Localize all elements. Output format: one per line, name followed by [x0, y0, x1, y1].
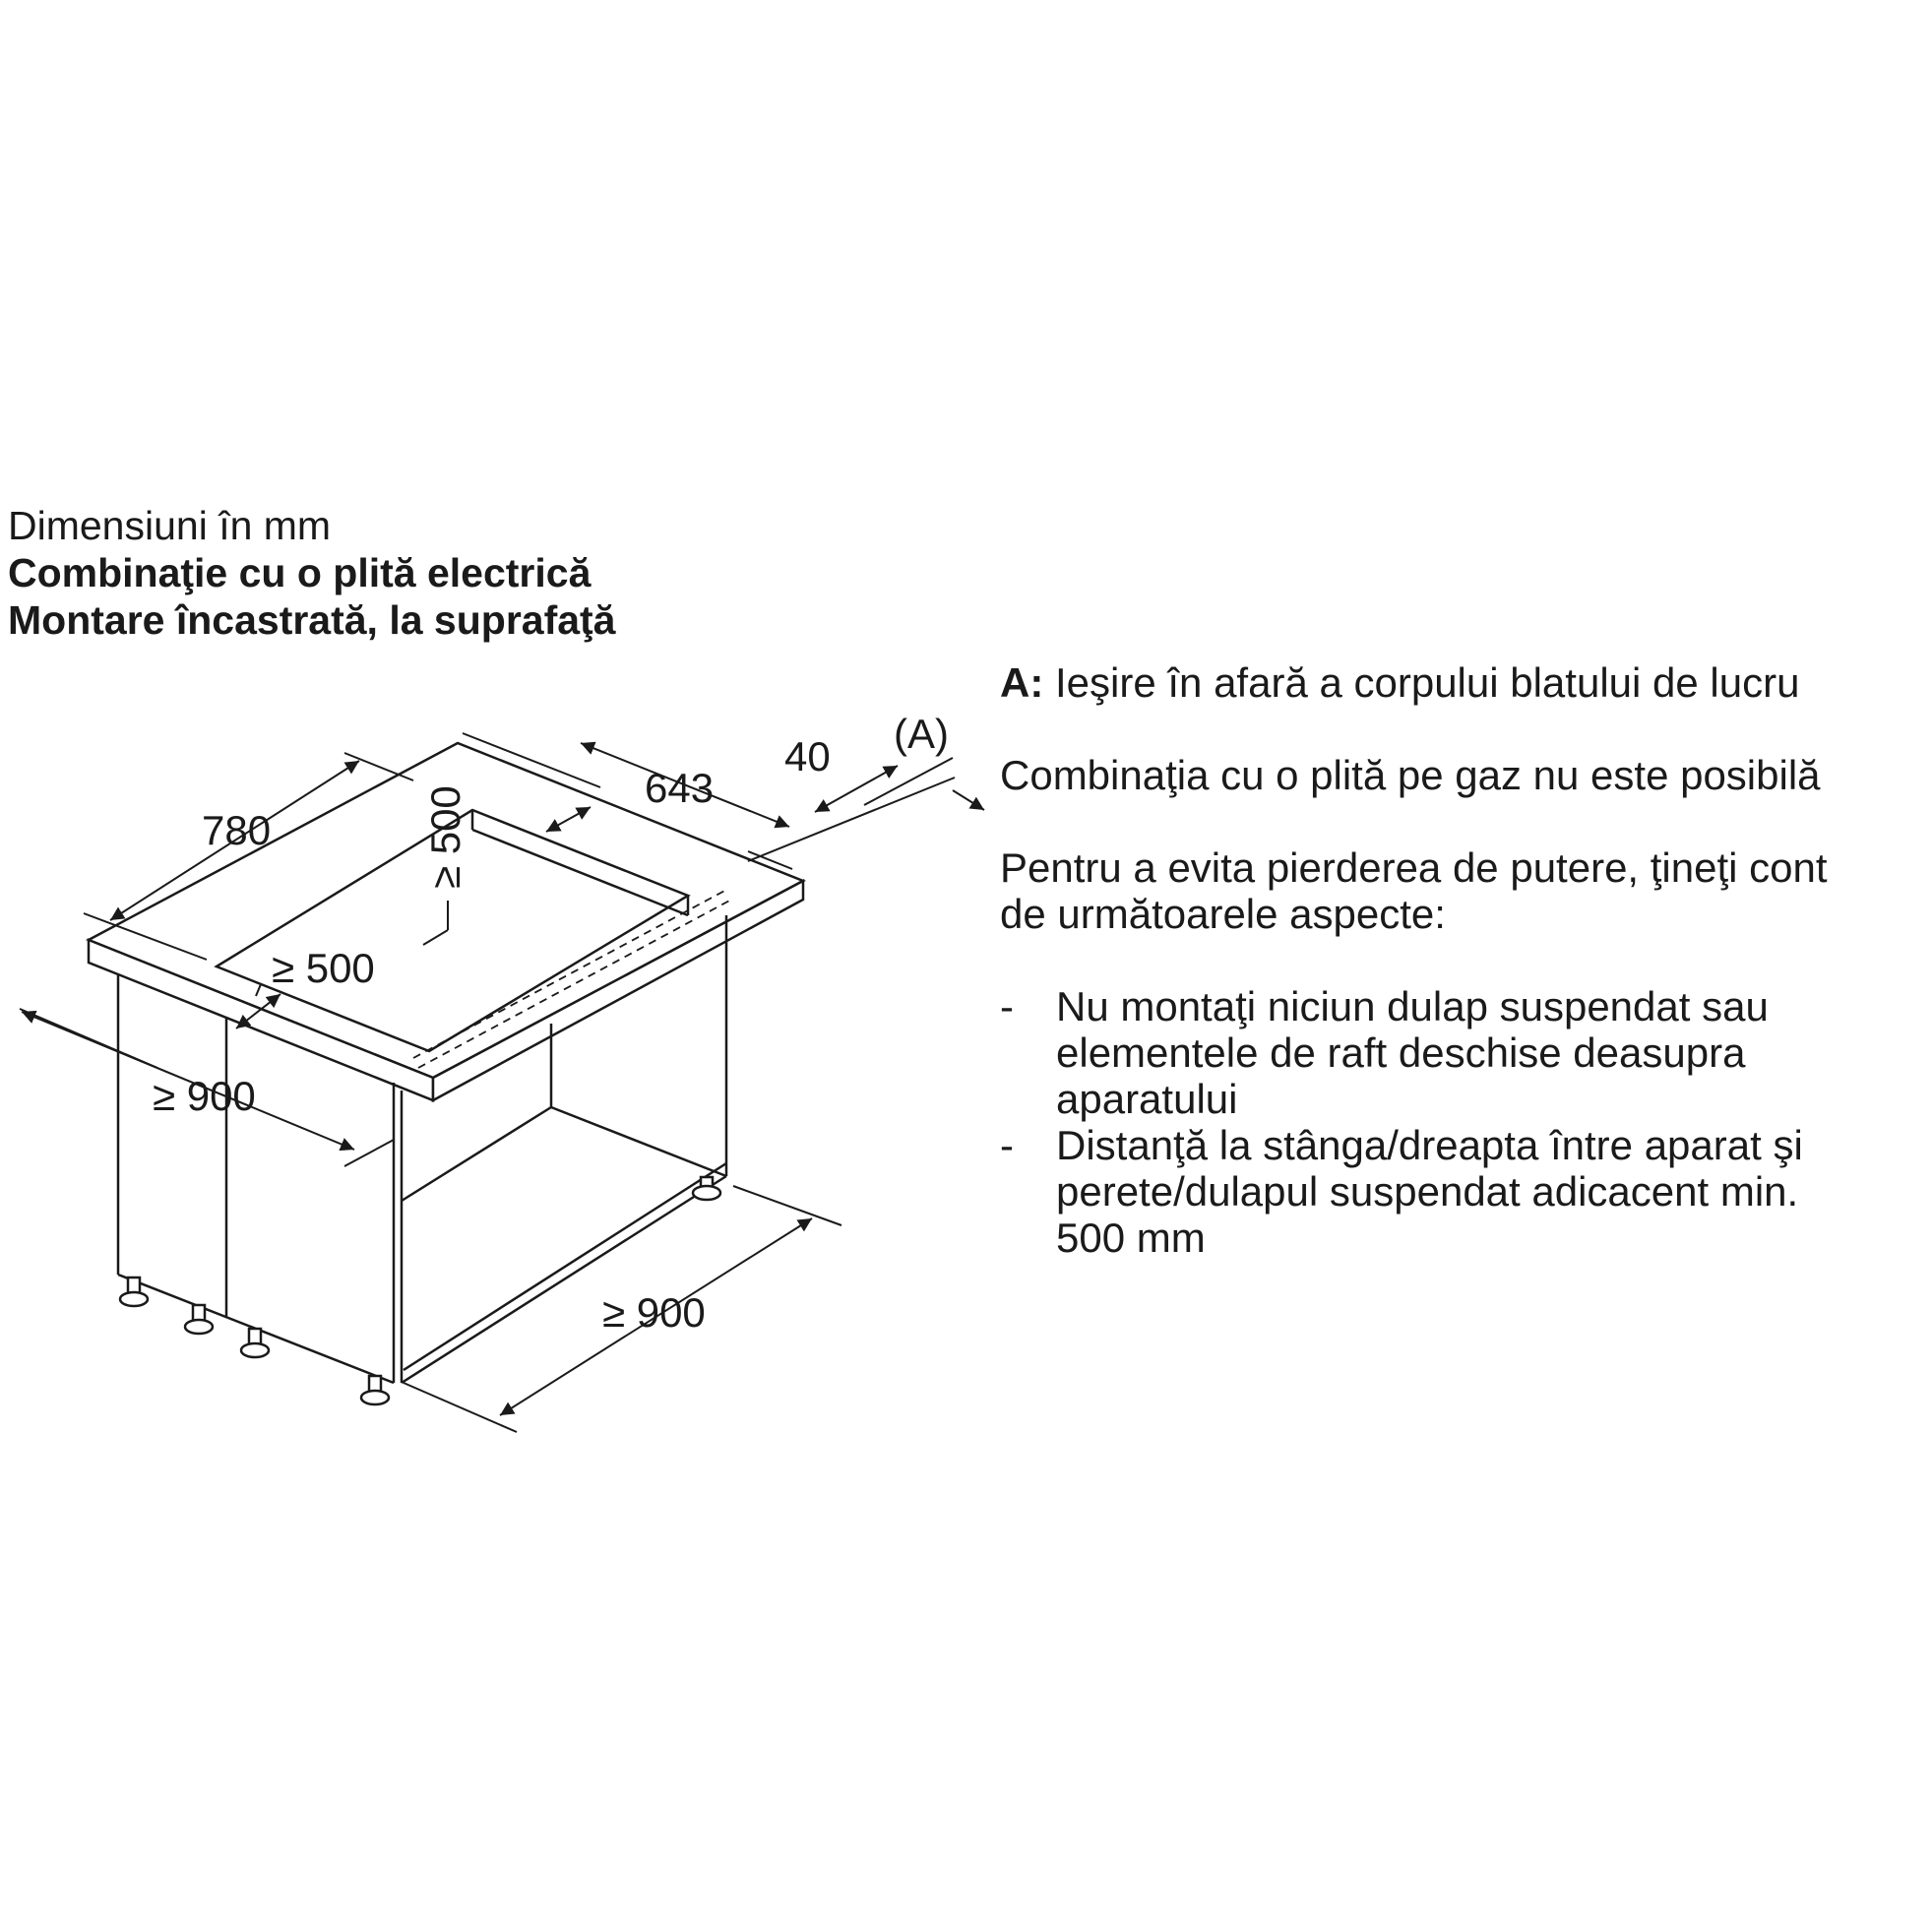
- mounting-heading: Montare încastrată, la suprafaţă: [8, 597, 616, 643]
- dim-a-line: [864, 758, 953, 805]
- legend-a: [1000, 659, 1925, 706]
- bullet-2-line3: 500 mm: [1056, 1215, 1206, 1261]
- dim-500-inner-left-label: ≥ 500: [272, 945, 375, 991]
- notes-panel: [1000, 659, 1925, 1261]
- bullet-2-line1: Distanţă la stânga/dreapta între aparat şi: [1056, 1122, 1803, 1168]
- combination-heading: Combinaţie cu o plită electrică: [8, 550, 592, 595]
- dim-a-line-2: [748, 778, 955, 861]
- list-dash: -: [1000, 983, 1014, 1029]
- dim-780-label: 780: [202, 807, 272, 853]
- foot-1: [120, 1278, 148, 1306]
- power-intro-line1: Pentru a evita pierderea de putere, ţineţi cont: [1000, 844, 1828, 891]
- power-intro: [1000, 844, 1925, 937]
- power-intro-line2: de următoarele aspecte:: [1000, 891, 1446, 937]
- dim-900-left-label: ≥ 900: [153, 1073, 256, 1119]
- legend-text: Ieşire în afară a corpului blatului de lucru: [1055, 659, 1800, 706]
- dim-900-bottom-label: ≥ 900: [602, 1289, 706, 1336]
- dim-500-inner-right-label: ≥ 500: [422, 785, 468, 889]
- gas-note: Combinaţia cu o plită pe gaz nu este posibilă: [1000, 752, 1821, 798]
- units-caption: Dimensiuni în mm: [8, 503, 332, 548]
- label-a: (A): [894, 711, 949, 757]
- dim-643-label: 643: [645, 765, 715, 811]
- list-item: [1000, 1122, 1925, 1261]
- bullet-2-line2: perete/dulapul suspendat adicacent min.: [1056, 1168, 1799, 1215]
- bullet-1-line3: aparatului: [1056, 1076, 1238, 1122]
- legend-key: A:: [1000, 659, 1044, 706]
- dim-40-label: 40: [784, 733, 831, 779]
- foot-5: [693, 1177, 720, 1200]
- requirements-list: [1000, 983, 1925, 1261]
- bullet-1-line1: Nu montaţi niciun dulap suspendat sau: [1056, 983, 1769, 1029]
- list-dash: -: [1000, 1122, 1014, 1168]
- bullet-1-line2: elementele de raft deschise deasupra: [1056, 1029, 1746, 1076]
- list-item: [1000, 983, 1925, 1122]
